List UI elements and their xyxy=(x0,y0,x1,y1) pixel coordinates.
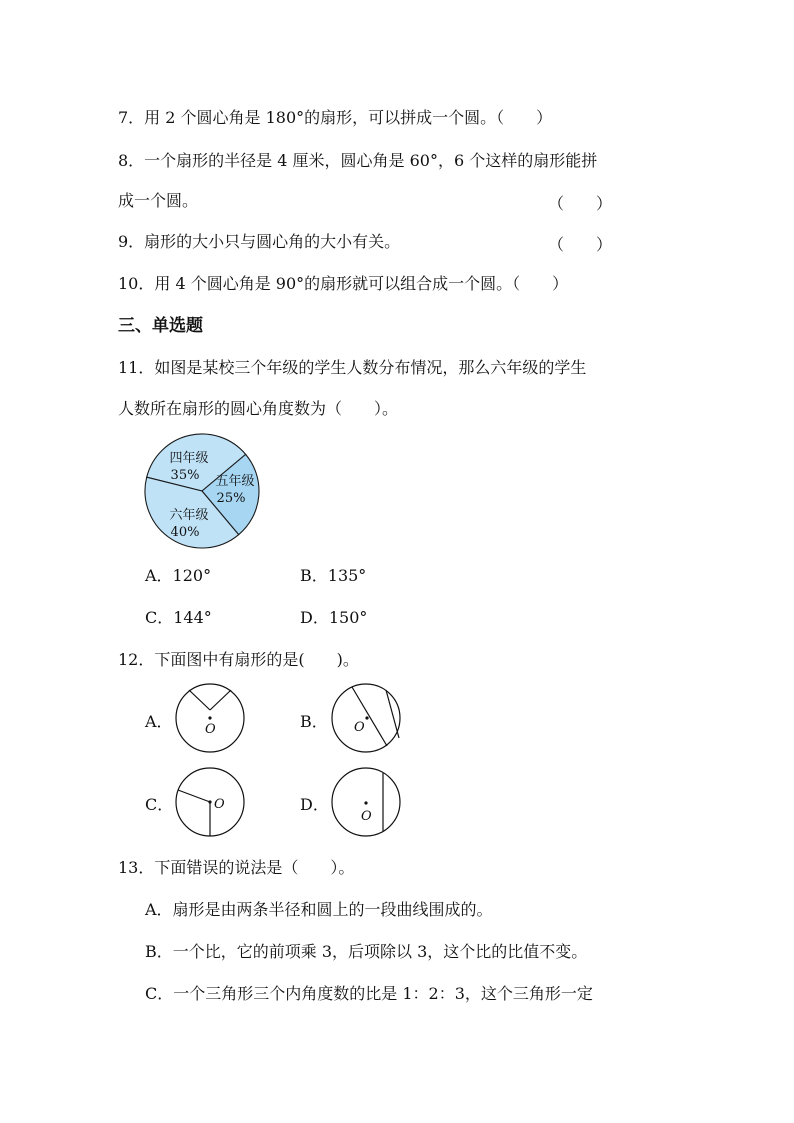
question-12-label-b: B． xyxy=(300,712,328,731)
question-12: 12．下面图中有扇形的是( )。 xyxy=(118,650,359,669)
pie-slice-grade-4-percent: 35% xyxy=(170,468,200,483)
pie-slice-grade-5-label: 五年级 xyxy=(215,474,255,489)
question-13-option-c: C．一个三角形三个内角度数的比是 1：2：3，这个三角形一定 xyxy=(145,984,593,1003)
question-12-label-d: D． xyxy=(300,795,329,814)
question-13-option-b: B．一个比，它的前项乘 3，后项除以 3，这个比的比值不变。 xyxy=(145,942,588,961)
question-12-label-a: A． xyxy=(145,712,173,731)
question-13-option-a: A．扇形是由两条半径和圆上的一段曲线围成的。 xyxy=(145,900,493,919)
question-11-line-1: 11．如图是某校三个年级的学生人数分布情况，那么六年级的学生 xyxy=(118,358,587,377)
question-11-option-a: A．120° xyxy=(145,566,212,585)
pie-slice-grade-4-label: 四年级 xyxy=(169,451,209,466)
figure-d-center-label: O xyxy=(361,809,372,824)
question-8-line-1: 8．一个扇形的半径是 4 厘米，圆心角是 60°，6 个这样的扇形能拼 xyxy=(118,151,598,170)
question-11-option-d: D．150° xyxy=(300,608,368,627)
question-10: 10．用 4 个圆心角是 90°的扇形就可以组合成一个圆。（ ） xyxy=(118,274,569,293)
question-7: 7．用 2 个圆心角是 180°的扇形，可以拼成一个圆。（ ） xyxy=(118,108,553,127)
question-13: 13．下面错误的说法是（ ）。 xyxy=(118,858,355,877)
question-11-option-c: C．144° xyxy=(145,608,212,627)
section-title: 三、单选题 xyxy=(118,316,203,336)
pie-slice-grade-6-label: 六年级 xyxy=(169,508,209,523)
question-9-answer-blank: （ ） xyxy=(548,235,613,254)
question-11-line-2: 人数所在扇形的圆心角度数为（ ）。 xyxy=(118,399,399,418)
pie-slice-grade-5-percent: 25% xyxy=(216,491,246,506)
figure-a-center-label: O xyxy=(205,722,216,737)
figure-c-center-label: O xyxy=(214,797,225,812)
question-11-option-b: B．135° xyxy=(300,566,367,585)
figure-b-center-label: O xyxy=(354,720,365,735)
question-9: 9．扇形的大小只与圆心角的大小有关。 xyxy=(118,232,401,251)
question-8-line-2: 成一个圆。 xyxy=(118,191,199,210)
pie-slice-grade-6-percent: 40% xyxy=(170,525,200,540)
question-12-label-c: C． xyxy=(145,795,174,814)
question-8-answer-blank: （ ） xyxy=(548,194,613,213)
